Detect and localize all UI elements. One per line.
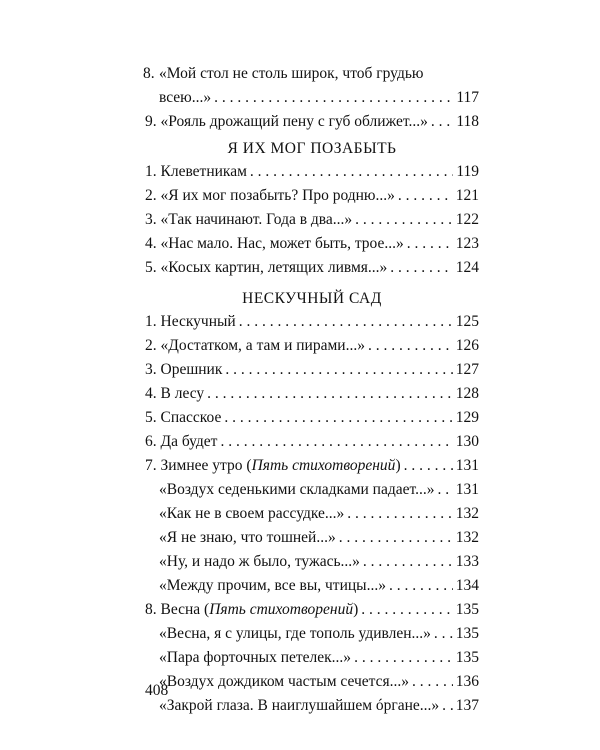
entry-title: 4. В лесу bbox=[145, 385, 205, 402]
toc-entry-cycle bbox=[145, 454, 479, 478]
entry-title-prefix: 8. Весна ( bbox=[145, 601, 210, 618]
entry-title: 5. «Косых картин, летящих ливмя...» bbox=[145, 259, 388, 276]
entry-number: 9. bbox=[145, 113, 157, 130]
dot-leader bbox=[442, 694, 453, 718]
dot-leader bbox=[390, 256, 452, 280]
dot-leader bbox=[361, 598, 453, 622]
toc-entry-8-cont bbox=[145, 86, 479, 110]
toc-entry bbox=[145, 232, 479, 256]
toc-entry bbox=[145, 430, 479, 454]
entry-title: 5. Спасское bbox=[145, 409, 222, 426]
page-number: 131 bbox=[455, 457, 479, 474]
toc-entry bbox=[145, 310, 479, 334]
dot-leader bbox=[225, 358, 452, 382]
dot-leader bbox=[250, 160, 453, 184]
entry-title: «Пара форточных петелек...» bbox=[159, 649, 352, 666]
page-number: 118 bbox=[456, 113, 479, 130]
toc-entry bbox=[145, 256, 479, 280]
entry-title: «Воздух седенькими складками падает...» bbox=[159, 481, 435, 498]
dot-leader bbox=[389, 574, 453, 598]
entry-title: 3. «Так начинают. Года в два...» bbox=[145, 211, 353, 228]
entry-title bbox=[145, 454, 401, 478]
page-number: 130 bbox=[455, 433, 479, 450]
toc-block-section2 bbox=[145, 160, 479, 280]
page-number: 129 bbox=[455, 409, 479, 426]
entry-title: 2. «Достатком, а там и пирами...» bbox=[145, 337, 365, 354]
entry-title-line2: всею...» bbox=[159, 89, 212, 106]
page-number: 128 bbox=[455, 385, 479, 402]
toc-block-section3 bbox=[145, 310, 479, 718]
toc-entry bbox=[145, 382, 479, 406]
entry-title: «Между прочим, все вы, чтицы...» bbox=[159, 577, 386, 594]
toc-entry-cycle bbox=[145, 598, 479, 622]
dot-leader bbox=[431, 110, 453, 134]
page-number: 133 bbox=[455, 553, 479, 570]
toc-block-continued bbox=[145, 62, 479, 134]
entry-title: «Как не в своем рассудке...» bbox=[159, 505, 345, 522]
page-number: 134 bbox=[455, 577, 479, 594]
entry-title: «Закрой глаза. В наиглушайшем óргане...» bbox=[159, 697, 440, 714]
toc-subentry bbox=[145, 670, 479, 694]
dot-leader bbox=[347, 502, 452, 526]
dot-leader bbox=[363, 550, 453, 574]
entry-title: «Весна, я с улицы, где тополь удивлен...» bbox=[159, 625, 431, 642]
dot-leader bbox=[404, 454, 453, 478]
toc-subentry bbox=[145, 550, 479, 574]
page-number: 126 bbox=[455, 337, 479, 354]
entry-title: «Ну, и надо ж было, тужась...» bbox=[159, 553, 360, 570]
page-number: 119 bbox=[456, 163, 479, 180]
dot-leader bbox=[224, 406, 452, 430]
entry-title-suffix: ) bbox=[353, 601, 359, 618]
toc-subentry bbox=[145, 526, 479, 550]
toc-entry bbox=[145, 358, 479, 382]
entry-title-italic: Пять стихотворений bbox=[209, 601, 354, 618]
entry-title bbox=[145, 598, 358, 622]
toc-entry bbox=[145, 184, 479, 208]
dot-leader bbox=[220, 430, 452, 454]
entry-title-line1: «Мой стол не столь широк, чтоб грудью bbox=[159, 65, 424, 82]
entry-title-prefix: 7. Зимнее утро ( bbox=[145, 457, 252, 474]
toc-entry-9 bbox=[145, 110, 479, 134]
toc-entry bbox=[145, 406, 479, 430]
page-number: 135 bbox=[455, 601, 479, 618]
toc-subentry bbox=[145, 694, 479, 718]
dot-leader bbox=[434, 622, 453, 646]
section-heading-neskuchny-sad: НЕСКУЧНЫЙ САД bbox=[242, 290, 382, 307]
dot-leader bbox=[407, 232, 453, 256]
page-number: 124 bbox=[455, 259, 479, 276]
toc-subentry bbox=[145, 646, 479, 670]
dot-leader bbox=[354, 646, 453, 670]
toc-subentry bbox=[145, 478, 479, 502]
toc-entry bbox=[145, 160, 479, 184]
page-number: 123 bbox=[455, 235, 479, 252]
entry-title: «Воздух дождиком частым сечется...» bbox=[159, 673, 409, 690]
dot-leader bbox=[339, 526, 453, 550]
page-number: 122 bbox=[455, 211, 479, 228]
entry-title-suffix: ) bbox=[395, 457, 401, 474]
page-number: 136 bbox=[455, 673, 479, 690]
entry-title: 4. «Нас мало. Нас, может быть, трое...» bbox=[145, 235, 404, 252]
entry-title-italic: Пять стихотворений bbox=[251, 457, 396, 474]
entry-title: 3. Орешник bbox=[145, 361, 223, 378]
dot-leader bbox=[398, 184, 453, 208]
toc-subentry bbox=[145, 574, 479, 598]
page-number: 117 bbox=[456, 89, 479, 106]
entry-title: 6. Да будет bbox=[145, 433, 218, 450]
dot-leader bbox=[214, 86, 453, 110]
entry-title: «Я не знаю, что тошней...» bbox=[159, 529, 336, 546]
section-heading-ya-ikh: Я ИХ МОГ ПОЗАБЫТЬ bbox=[227, 140, 397, 157]
toc-subentry bbox=[145, 622, 479, 646]
page-number: 135 bbox=[455, 625, 479, 642]
page-number: 131 bbox=[455, 481, 479, 498]
page-number: 132 bbox=[455, 529, 479, 546]
entry-title-text: «Рояль дрожащий пену с губ оближет...» bbox=[160, 113, 428, 130]
toc-entry bbox=[145, 208, 479, 232]
dot-leader bbox=[412, 670, 453, 694]
page-number: 132 bbox=[455, 505, 479, 522]
page-folio: 408 bbox=[145, 682, 169, 699]
toc-entry bbox=[145, 334, 479, 358]
page-number: 121 bbox=[455, 187, 479, 204]
page-number: 135 bbox=[455, 649, 479, 666]
dot-leader bbox=[239, 310, 453, 334]
dot-leader bbox=[368, 334, 453, 358]
dot-leader bbox=[438, 478, 453, 502]
page-number: 125 bbox=[455, 313, 479, 330]
entry-title: 1. Клеветникам bbox=[145, 163, 247, 180]
dot-leader bbox=[207, 382, 453, 406]
toc-subentry bbox=[145, 502, 479, 526]
entry-title: 1. Нескучный bbox=[145, 313, 236, 330]
entry-title: 2. «Я их мог позабыть? Про родню...» bbox=[145, 187, 395, 204]
page-number: 127 bbox=[455, 361, 479, 378]
entry-number: 8. bbox=[143, 65, 155, 82]
dot-leader bbox=[355, 208, 453, 232]
toc-entry-8 bbox=[145, 62, 479, 86]
page-number: 137 bbox=[455, 697, 479, 714]
entry-title bbox=[145, 110, 428, 134]
